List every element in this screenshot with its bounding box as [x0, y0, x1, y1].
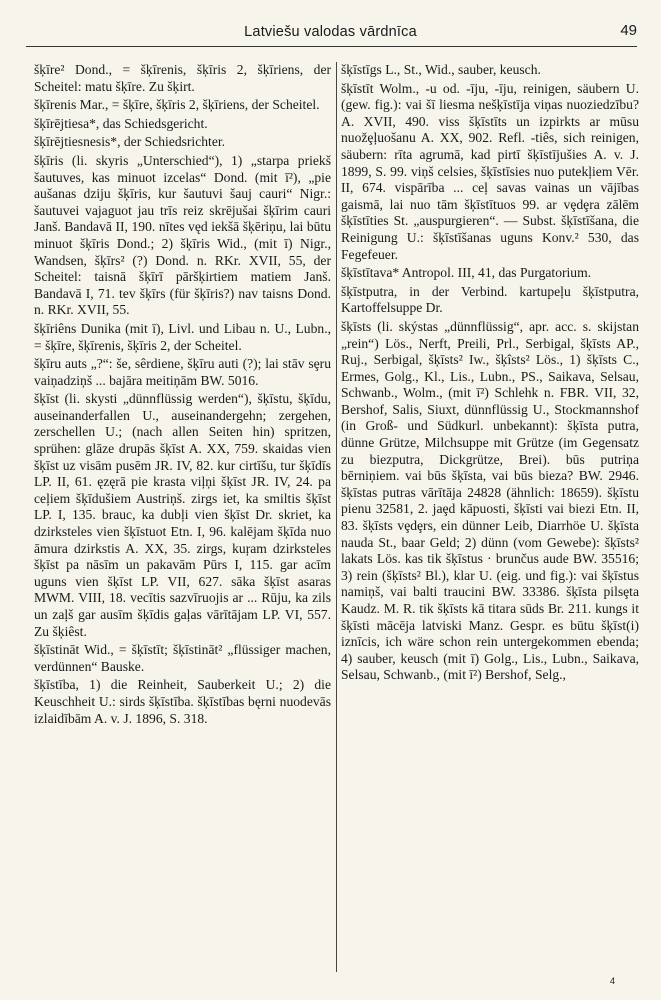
dictionary-entry [34, 97, 331, 114]
entry-text: šķīsts (li. skýstas „dünnflüssig“, apr. acc. s. skijstan „rein“) Lös., Nerft, Preili, Prl., Serbigal, šķīsts AP., Ruj., Serbigal, šķīsts² Iw., šķîsts² Lös., 1) šķīsts C., Ermes, Golg., Kl., Lis., Lubn., PS., Saikava, Selsau, Schwanb., Wolm., (mit ī²) Schlehk n. FBR. VII, 32, Bershof, Salis, Siuxt, dünnflüssig U., Stockmannshof (in Groß- und Südkurl. unbekannt): šķīsta putra, dünne Grütze, Milchsuppe mit Grütze (im Gegensatz zu biezputra, Dickgrütze, Brei). būs putriņa bērniņiem. vai būs šķīsta, vai būs bieza? BW. 2946. šķīstas putras vārītāja 24828 (ähnlich: 18659). šķīstu pienu 32581, 2. jaȩd kāpuosti, šķīsti vai biezi Etn. II, 83. šķīsts vȩdȩrs, ein dünner Leib, Diarrhöe U. šķīsta nauda St., baar Geld; 2) dünn (vom Gewebe): šķīsts² lakats Lös. kas tik šķīstus · brunčus aude BW. 35516; 3) rein (šķīsts² Bl.), klar U. (eig. und fig.): vai šķīstus namiņš, vai balti traucini BW. 33386. šķīsta pilsȩta Kaudz. M. R. tik šķīsts kā titara sūds Br. 211. kungs it šķīsti mācēja latviski Manz. Gespr. es būtu šķīst(i) iznīcis, ich wäre schon rein untergekommen ebenda; 4) sauber, keusch (mit ī) Golg., Lis., Lubn., Saikava, Selsau, Schwanb., (mit ī²) Bershof, Selg., [341, 318, 639, 683]
right-column [341, 62, 639, 972]
entry-text: šķīstīt Wolm., -u od. -īju, -īju, reinigen, säubern U. (gew. fig.): vai šī liesma nešķīstīja viņas nuoziedzību? A. XVII, 490. viss šķīstīts un izpirkts ar mūsu nuožȩļuošanu A. XX, 902. Refl. -tiês, sich reinigen, säubern: rīta agrumā, kad pirtī šķīstījušies A. v. J. 1899, S. 99. viņš celsies, šķīstīsies nuo putekļiem Vēr. II, 674. vispārība ... ceļ savas vainas un vājības gaismā, lai nuo tām šķīstītuos 99. ar vȩdȩra zālēm šķīstīties St. „auspurgieren“. — Subst. šķīstīšana, die Reinigung U.: šķīstīšanas uguns Konv.² 530, das Fegefeuer. [341, 80, 639, 262]
header-rule [26, 46, 637, 47]
entry-text: šķīstputra, in der Verbind. kartupeļu šķīstputra, Kartoffelsuppe Dr. [341, 283, 639, 316]
left-column [34, 62, 331, 972]
dictionary-entry [341, 62, 639, 79]
dictionary-entry [341, 265, 639, 282]
dictionary-entry [34, 116, 331, 133]
dictionary-entry [34, 391, 331, 640]
entry-text: šķīru auts „?“: še, sêrdiene, šķīru auti (?); lai stāv sȩru vaiņadziņš ... bajāra meitiņām BW. 5016. [34, 356, 331, 388]
entry-text: šķīst (li. skysti „dünnflüssig werden“), šķīstu, šķīdu, auseinanderfallen U., auseinandergehn; zergehen, zerschellen U.; (nach allen Seiten hin) spritzen, sprühen: glāze drupās šķīst A. XX, 759. skaidas vien šķīst uz visām pusēm JR. IV, 82. kur cirtīšu, tur šķīdīs LP. II, 61. ęzęrā pie krasta viļņi šķīst JR. IV, 24. pa ceļiem šķīdušiem Austriņš. zirgs iet, ka smiltis šķīst LP. I, 135. brauc, ka dubļi vien šķīst Dr. skriet, ka dzirksteles vien šķīstuot Etn. I, 96. kalējam šķīda nuo āmura dzirkstis A. XX, 35. zirgs, kuŗam dzirksteles šķīst pa nāsīm un pakavām Pūrs I, 115. gar acīm uguns vien šķīst LP. VII, 627. sāka šķīst asaras MWM. VIII, 18. vecītis sazvīruojis ar ... Rūju, ka zils un zaļš gar ausīm šķīdis gaļas vārītājam LP. VI, 557. Zu šķiêst. [34, 391, 331, 639]
dictionary-entry [341, 284, 639, 317]
entry-text: šķīre² Dond., = šķīrenis, šķīris 2, šķīriens, der Scheitel: matu šķīre. Zu šķirt. [34, 62, 331, 94]
dictionary-entry [34, 356, 331, 389]
entry-text: šķīrējtiesnesis*, der Schiedsrichter. [34, 134, 226, 150]
entry-text: šķīstināt Wid., = šķīstīt; šķīstināt² „flüssiger machen, verdünnen“ Bauske. [34, 642, 331, 674]
entry-text: šķīstība, 1) die Reinheit, Sauberkeit U.; 2) die Keuschheit U.: sirds šķīstība. šķīstības bęrni nuodevās izlaidībām A. v. J. 1896, S. 318. [34, 677, 331, 726]
entry-text: šķīriêns Dunika (mit ī), Livl. und Libau n. U., Lubn., = šķīre, šķīrenis, šķīris 2, der Scheitel. [34, 320, 331, 353]
entry-text: šķīrenis Mar., = šķīre, šķīris 2, šķīriens, der Scheitel. [34, 97, 320, 113]
entry-text: šķīstīgs L., St., Wid., sauber, keusch. [341, 62, 541, 77]
entry-text: šķīrējtiesa*, das Schiedsgericht. [34, 115, 208, 131]
dictionary-entry [34, 153, 331, 319]
dictionary-entry [34, 677, 331, 727]
running-title: Latviešu valodas vārdnīca [244, 24, 417, 40]
signature-mark: 4 [609, 976, 615, 986]
dictionary-entry [34, 642, 331, 675]
dictionary-entry [34, 321, 331, 354]
dictionary-entry [34, 62, 331, 95]
entry-text: šķīstītava* Antropol. III, 41, das Purgatorium. [341, 265, 592, 281]
dictionary-entry [341, 81, 639, 264]
column-divider [336, 62, 337, 972]
dictionary-entry [341, 319, 639, 684]
page-number: 49 [620, 22, 637, 39]
entry-text: šķīris (li. skyris „Unterschied“), 1) „starpa priekš šautuves, kas minuot izcelas“ Dond. (mit ī²), „pie aušanas dziju šķīris, kur šautuvi šauj cauri“ Nigr.: šautuvei vajaguot jau trīs reiz skrējušai šķīrim cauri Janš. Bandavā II, 190. nītes vęd iekšā šķēriņu, lai būtu minuot šķīris Dond.; 2) šķīris Wid., (mit ī) Nigr., Wandsen, šķīrs² (?) Dond. n. RKr. XVII, 55, der Scheitel: taisnā šķīrī pāršķirtiem matiem Janš. Bandavā I, 71. tev šķīrs (für šķīris?) nav taisns Dond. n. RKr. XVII, 55. [34, 152, 331, 318]
dictionary-entry [34, 134, 331, 151]
